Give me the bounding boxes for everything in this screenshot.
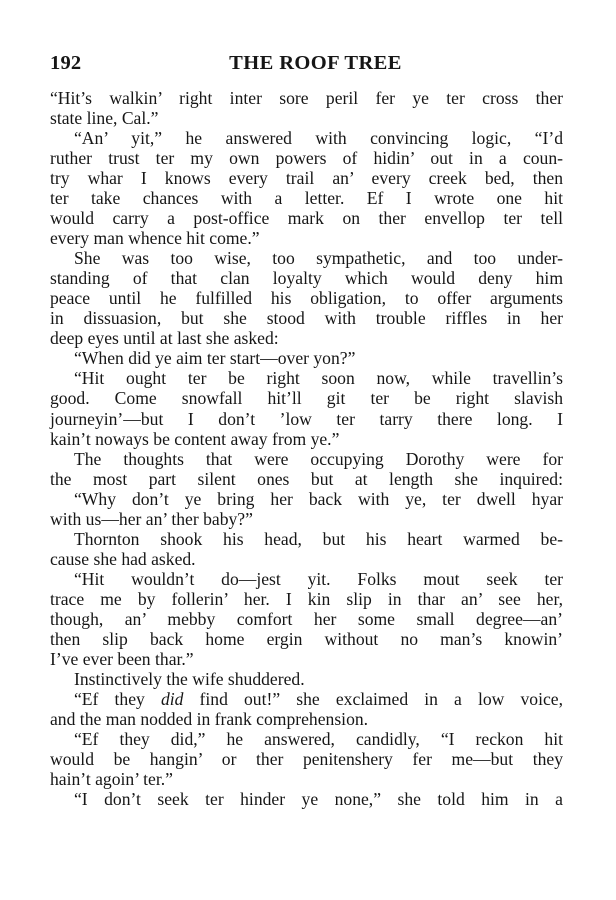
text-line: ter take chances with a letter. Ef I wrote one hit	[50, 188, 563, 209]
text-line: in dissuasion, but she stood with trouble riffles in her	[50, 308, 563, 329]
text-line: She was too wise, too sympathetic, and too under-	[74, 248, 563, 269]
body-text	[50, 88, 563, 809]
text-line: journeyin’—but I don’t ’low ter tarry there long. I	[50, 408, 563, 429]
text-line: then slip back home ergin without no man’s knowin’	[50, 628, 563, 649]
text-line: Thornton shook his head, but his heart warmed be-	[74, 528, 563, 549]
text-line: the most part silent ones but at length she inquired:	[50, 468, 563, 489]
text-line: “Why don’t ye bring her back with ye, ter dwell hyar	[74, 488, 563, 509]
text-line: ruther trust ter my own powers of hidin’ out in a coun-	[50, 148, 563, 169]
text-line: hain’t agoin’ ter.”	[50, 769, 173, 790]
text-line: “I don’t seek ter hinder ye none,” she told him in a	[74, 789, 563, 810]
running-title: THE ROOF TREE	[229, 52, 402, 74]
text-line: deep eyes until at last she asked:	[50, 328, 279, 349]
text-line	[50, 689, 563, 709]
text-line: try whar I knows every trail an’ every creek bed, then	[50, 168, 563, 189]
text-segment: “Ef they	[74, 688, 161, 709]
text-line: would carry a post-office mark on ther envellop ter tell	[50, 208, 563, 229]
text-line: The thoughts that were occupying Dorothy were for	[74, 448, 563, 469]
text-line: kain’t noways be content away from ye.”	[50, 428, 340, 449]
text-line: I’ve ever been thar.”	[50, 648, 194, 669]
text-line: “Hit’s walkin’ right inter sore peril fer ye ter cross ther	[50, 88, 563, 108]
text-line: cause she had asked.	[50, 548, 196, 569]
text-segment: find out!” she exclaimed in a low voice,	[183, 688, 563, 709]
text-line: would be hangin’ or ther penitenshery fer me—but they	[50, 749, 563, 770]
text-line: “When did ye aim ter start—over yon?”	[74, 348, 356, 369]
text-line: peace until he fulfilled his obligation, to offer arguments	[50, 288, 563, 309]
text-line: “Hit wouldn’t do—jest yit. Folks mout seek ter	[74, 568, 563, 589]
text-line: with us—her an’ ther baby?”	[50, 508, 253, 529]
text-line: state line, Cal.”	[50, 108, 159, 129]
text-line: Instinctively the wife shuddered.	[74, 668, 305, 689]
text-line: “Ef they did,” he answered, candidly, “I reckon hit	[74, 729, 563, 749]
text-line: every man whence hit come.”	[50, 228, 260, 249]
page-number: 192	[50, 52, 82, 74]
text-line: trace me by follerin’ her. I kin slip in thar an’ see her,	[50, 588, 563, 609]
text-line: “An’ yit,” he answered with convincing logic, “I’d	[74, 128, 563, 149]
text-line: “Hit ought ter be right soon now, while travellin’s	[74, 368, 563, 389]
text-line: though, an’ mebby comfort her some small degree—an’	[50, 608, 563, 629]
page-header	[50, 52, 563, 78]
text-line: good. Come snowfall hit’ll git ter be right slavish	[50, 388, 563, 409]
text-line: and the man nodded in frank comprehension.	[50, 708, 369, 729]
emphasis-word: did	[160, 688, 184, 709]
text-line: standing of that clan loyalty which would deny him	[50, 268, 563, 289]
